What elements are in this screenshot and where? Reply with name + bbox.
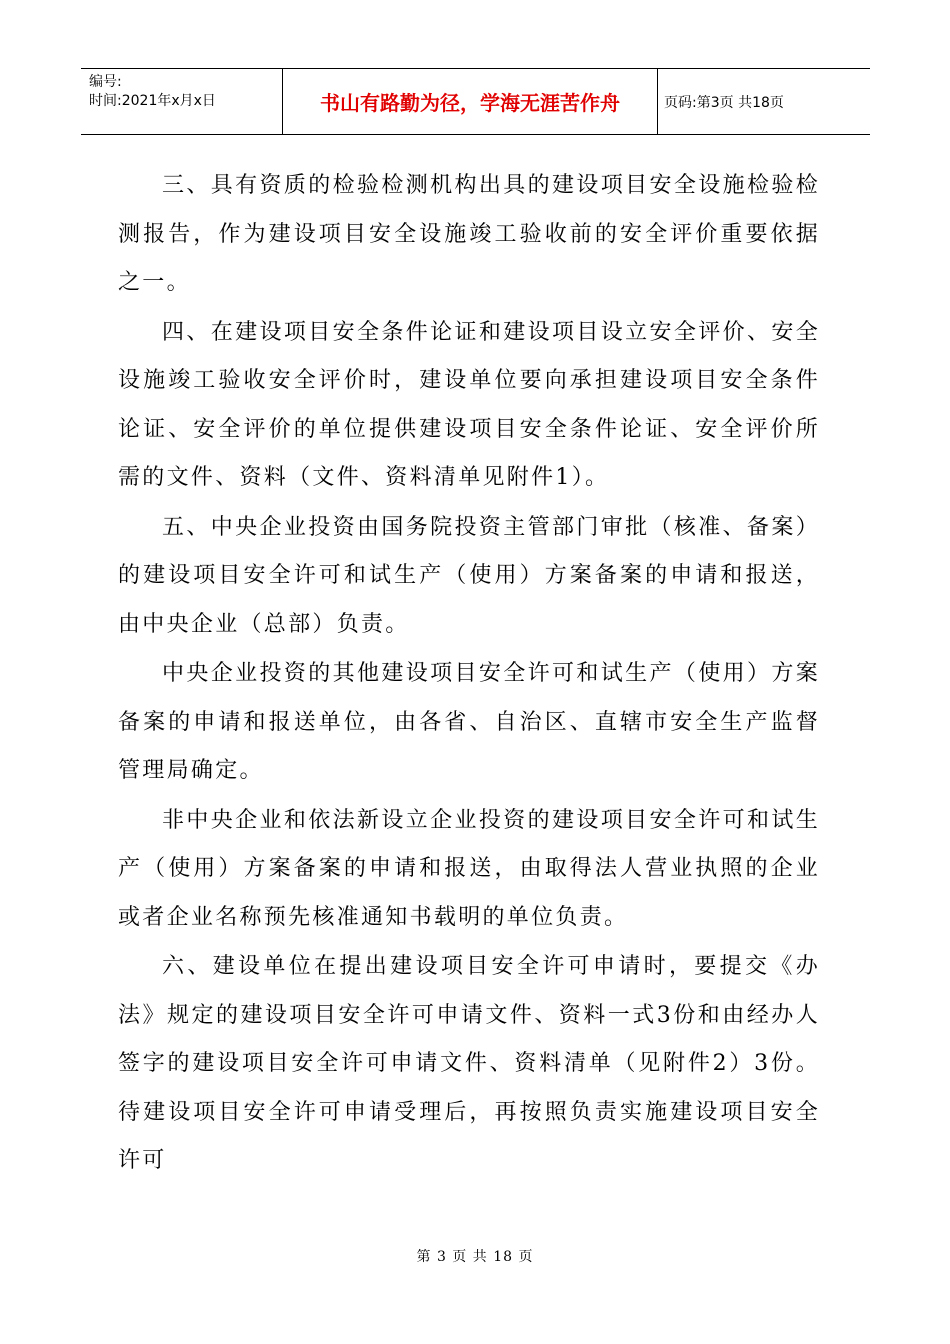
paragraph: 四、在建设项目安全条件论证和建设项目设立安全评价、安全设施竣工验收安全评价时，建设单位要向承担建设项目安全条件论证、安全评价的单位提供建设项目安全条件论证、安全评价所需的文件、资料（文件、资料清单见附件1）。 — [118, 319, 820, 490]
page-header — [81, 68, 870, 135]
document-number-label: 编号: — [89, 74, 122, 90]
paragraph: 三、具有资质的检验检测机构出具的建设项目安全设施检验检测报告，作为建设项目安全设施竣工验收前的安全评价重要依据之一。 — [118, 173, 820, 295]
page-footer: 第 3 页 共 18 页 — [416, 1249, 534, 1265]
paragraph: 五、中央企业投资由国务院投资主管部门审批（核准、备案）的建设项目安全许可和试生产（使用）方案备案的申请和报送，由中央企业（总部）负责。 — [118, 514, 820, 637]
paragraph: 非中央企业和依法新设立企业投资的建设项目安全许可和试生产（使用）方案备案的申请和报送，由取得法人营业执照的企业或者企业名称预先核准通知书载明的单位负责。 — [118, 807, 820, 930]
header-meta — [81, 69, 283, 134]
header-page-cell — [658, 69, 870, 134]
document-time-label: 时间:2021年x月x日 — [89, 93, 216, 109]
header-motto-cell — [283, 69, 658, 134]
header-motto: 书山有路勤为径，学海无涯苦作舟 — [320, 91, 620, 115]
paragraph: 六、建设单位在提出建设项目安全许可申请时，要提交《办法》规定的建设项目安全许可申请文件、资料一式3份和由经办人签字的建设项目安全许可申请文件、资料清单（见附件2）3份。待建设项目安全许可申请受理后，再按照负责实施建设项目安全许可 — [118, 954, 820, 1173]
header-page-number: 页码:第3页 共18页 — [664, 94, 784, 111]
document-body — [118, 162, 820, 1187]
paragraph: 中央企业投资的其他建设项目安全许可和试生产（使用）方案备案的申请和报送单位，由各省、自治区、直辖市安全生产监督管理局确定。 — [118, 661, 820, 783]
